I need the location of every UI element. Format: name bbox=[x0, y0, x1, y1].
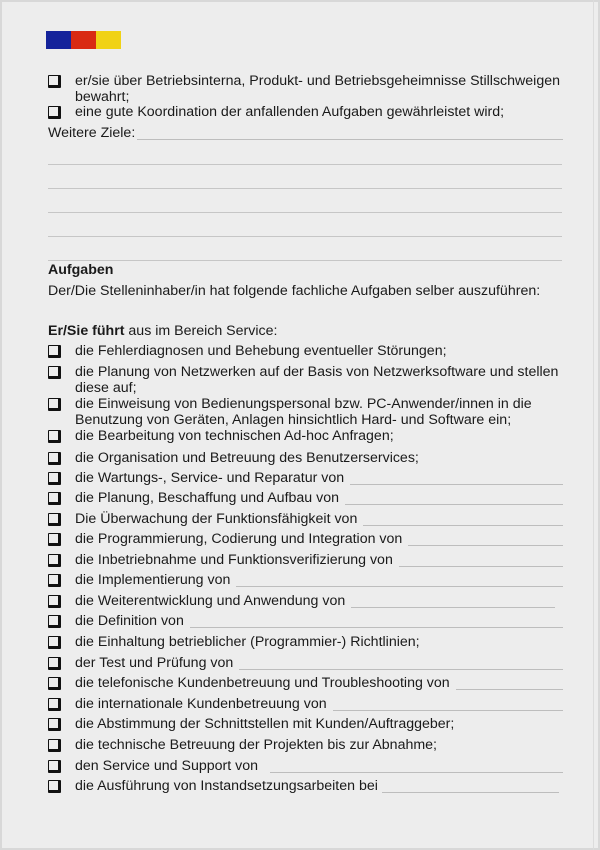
checkbox-icon[interactable] bbox=[48, 366, 61, 379]
checkbox-icon[interactable] bbox=[48, 430, 61, 443]
logo-yellow-segment bbox=[96, 31, 121, 49]
checklist-item[interactable] bbox=[48, 655, 563, 671]
item-text-cont: bewahrt; bbox=[75, 89, 130, 105]
item-text: die Planung von Netzwerken auf der Basis von Netzwerksoftware und stellen bbox=[75, 364, 559, 380]
item-text: die Fehlerdiagnosen und Behebung eventueller Störungen; bbox=[75, 343, 447, 359]
fill-in-line[interactable] bbox=[239, 655, 563, 670]
checkbox-icon[interactable] bbox=[48, 345, 61, 358]
checklist-item[interactable] bbox=[48, 716, 563, 732]
checklist-item[interactable] bbox=[48, 511, 563, 527]
item-text: er/sie über Betriebsinterna, Produkt- und Betriebsgeheimnisse Stillschweigen bbox=[75, 73, 560, 89]
blank-line[interactable] bbox=[48, 236, 562, 237]
item-text: die Planung, Beschaffung und Aufbau von bbox=[75, 490, 339, 506]
item-text: die Programmierung, Codierung und Integration von bbox=[75, 531, 403, 547]
checklist-item[interactable] bbox=[48, 104, 563, 120]
fill-in-line[interactable] bbox=[236, 572, 563, 587]
checkbox-icon[interactable] bbox=[48, 452, 61, 465]
blank-line[interactable] bbox=[48, 212, 562, 213]
fill-in-line[interactable] bbox=[345, 490, 563, 505]
checklist-item[interactable] bbox=[48, 470, 563, 486]
page-edge bbox=[593, 0, 594, 850]
blank-line[interactable] bbox=[48, 260, 562, 261]
logo-blue-segment bbox=[46, 31, 71, 49]
item-text: die telefonische Kundenbetreuung und Troubleshooting von bbox=[75, 675, 450, 691]
item-text: Die Überwachung der Funktionsfähigkeit von bbox=[75, 511, 358, 527]
blank-line[interactable] bbox=[48, 188, 562, 189]
checkbox-icon[interactable] bbox=[48, 398, 61, 411]
checkbox-icon[interactable] bbox=[48, 657, 61, 670]
item-text-cont: diese auf; bbox=[75, 380, 137, 396]
checklist-item[interactable] bbox=[48, 450, 563, 466]
fill-in-line[interactable] bbox=[399, 552, 563, 567]
item-text: die technische Betreuung der Projekten bis zur Abnahme; bbox=[75, 737, 438, 753]
item-text: die Definition von bbox=[75, 613, 184, 629]
item-text: die Wartungs-, Service- und Reparatur von bbox=[75, 470, 345, 486]
checkbox-icon[interactable] bbox=[48, 595, 61, 608]
weitere-ziele-label: Weitere Ziele: bbox=[48, 125, 136, 141]
checklist-item[interactable] bbox=[48, 531, 563, 547]
fill-in-line[interactable] bbox=[190, 613, 563, 628]
fill-in-line[interactable] bbox=[350, 470, 563, 485]
weitere-ziele-field[interactable] bbox=[48, 125, 563, 141]
item-text: die Ausführung von Instandsetzungsarbeiten bei bbox=[75, 778, 378, 794]
service-label-bold: Er/Sie führt bbox=[48, 323, 125, 339]
fill-in-line[interactable] bbox=[382, 778, 559, 793]
checklist-item[interactable] bbox=[48, 572, 563, 588]
checkbox-icon[interactable] bbox=[48, 492, 61, 505]
weitere-ziele-line[interactable] bbox=[137, 125, 563, 140]
checkbox-icon[interactable] bbox=[48, 513, 61, 526]
item-text: die Einhaltung betrieblicher (Programmier-) Richtlinien; bbox=[75, 634, 420, 650]
checklist-item[interactable] bbox=[48, 758, 563, 774]
item-text: der Test und Prüfung von bbox=[75, 655, 234, 671]
checkbox-icon[interactable] bbox=[48, 533, 61, 546]
section-intro: Der/Die Stelleninhaber/in hat folgende fachliche Aufgaben selber auszuführen: bbox=[48, 283, 541, 299]
fill-in-line[interactable] bbox=[270, 758, 563, 773]
checklist-item[interactable] bbox=[48, 675, 563, 691]
checklist-item[interactable] bbox=[48, 428, 563, 444]
fill-in-line[interactable] bbox=[351, 593, 555, 608]
checklist-item[interactable] bbox=[48, 613, 563, 629]
section-heading: Aufgaben bbox=[48, 262, 114, 278]
checkbox-icon[interactable] bbox=[48, 554, 61, 567]
checkbox-icon[interactable] bbox=[48, 677, 61, 690]
blank-line[interactable] bbox=[48, 164, 562, 165]
item-text: den Service und Support von bbox=[75, 758, 258, 774]
checkbox-icon[interactable] bbox=[48, 780, 61, 793]
item-text: die Bearbeitung von technischen Ad-hoc Anfragen; bbox=[75, 428, 394, 444]
checkbox-icon[interactable] bbox=[48, 75, 61, 88]
item-text: die Inbetriebnahme und Funktionsverifizierung von bbox=[75, 552, 393, 568]
checklist-item[interactable] bbox=[48, 364, 563, 396]
checkbox-icon[interactable] bbox=[48, 760, 61, 773]
checklist-item[interactable] bbox=[48, 552, 563, 568]
logo-red-segment bbox=[71, 31, 96, 49]
checkbox-icon[interactable] bbox=[48, 615, 61, 628]
service-label bbox=[48, 323, 277, 339]
fill-in-line[interactable] bbox=[333, 696, 563, 711]
checklist-item[interactable] bbox=[48, 778, 563, 794]
checkbox-icon[interactable] bbox=[48, 106, 61, 119]
checkbox-icon[interactable] bbox=[48, 739, 61, 752]
item-text: die Weiterentwicklung und Anwendung von bbox=[75, 593, 346, 609]
item-text: die Einweisung von Bedienungspersonal bzw. PC-Anwender/innen in die bbox=[75, 396, 532, 412]
item-text: die Organisation und Betreuung des Benutzerservices; bbox=[75, 450, 419, 466]
logo-color-bar bbox=[46, 31, 121, 49]
checklist-item[interactable] bbox=[48, 634, 563, 650]
checklist-item[interactable] bbox=[48, 737, 563, 753]
service-label-rest: aus im Bereich Service: bbox=[124, 323, 278, 339]
checklist-item[interactable] bbox=[48, 696, 563, 712]
checklist-item[interactable] bbox=[48, 343, 563, 359]
checkbox-icon[interactable] bbox=[48, 636, 61, 649]
fill-in-line[interactable] bbox=[456, 675, 563, 690]
checklist-item[interactable] bbox=[48, 396, 563, 428]
item-text: die internationale Kundenbetreuung von bbox=[75, 696, 327, 712]
fill-in-line[interactable] bbox=[363, 511, 563, 526]
item-text: eine gute Koordination der anfallenden Aufgaben gewährleistet wird; bbox=[75, 104, 505, 120]
checklist-item[interactable] bbox=[48, 490, 563, 506]
fill-in-line[interactable] bbox=[408, 531, 563, 546]
checkbox-icon[interactable] bbox=[48, 574, 61, 587]
checklist-item[interactable] bbox=[48, 73, 563, 105]
item-text: die Abstimmung der Schnittstellen mit Kunden/Auftraggeber; bbox=[75, 716, 455, 732]
item-text: die Implementierung von bbox=[75, 572, 231, 588]
checkbox-icon[interactable] bbox=[48, 698, 61, 711]
checkbox-icon[interactable] bbox=[48, 472, 61, 485]
checklist-item[interactable] bbox=[48, 593, 563, 609]
item-text-cont: Benutzung von Geräten, Anlagen hinsichtlich Hard- und Software ein; bbox=[75, 412, 512, 428]
checkbox-icon[interactable] bbox=[48, 718, 61, 731]
